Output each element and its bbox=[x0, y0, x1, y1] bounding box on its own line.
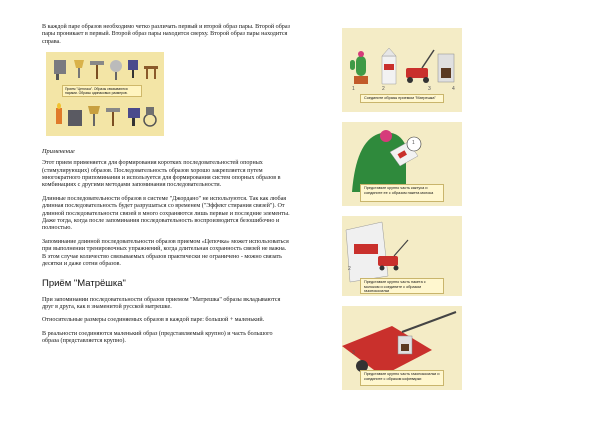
panel1-number-4: 4 bbox=[452, 86, 455, 92]
chain-caption: Прием "Цепочка". Образы связываются парами. Образы одинаковых размеров. bbox=[62, 85, 142, 97]
milk-carton-icon bbox=[382, 48, 396, 84]
wheel-chair-icon bbox=[144, 107, 156, 126]
lamp-icon bbox=[74, 60, 84, 78]
stove-icon bbox=[68, 110, 82, 126]
panel1-number-3: 3 bbox=[428, 86, 431, 92]
chain-illustration bbox=[46, 52, 164, 136]
coffee-maker-icon bbox=[438, 54, 454, 82]
application-heading: Применение bbox=[42, 148, 75, 156]
panel1-number-2: 2 bbox=[382, 86, 385, 92]
lamp2-icon bbox=[88, 106, 100, 126]
lawnmower-icon bbox=[406, 50, 434, 83]
paragraph-1: В каждой паре образов необходимо четко различать первый и второй образ пары. Второй образ пары проникает в первый. Второй образ пары находится сверху. Второй образ пары находится справа. bbox=[42, 24, 290, 45]
table-icon bbox=[144, 66, 158, 79]
left-column bbox=[42, 24, 290, 352]
panel1-number-1: 1 bbox=[352, 86, 355, 92]
hammer-icon bbox=[90, 61, 104, 79]
panel1-caption: Соедините образы приемом "Матрешка" bbox=[360, 94, 444, 103]
candle-icon bbox=[56, 103, 62, 124]
paragraph-4: Запоминание длинной последовательности образов приемом «Цепочка» может использоваться при выполнении тренировочных упражнений, когда длительная сохранность связей не важна. В этом случае количество связываемых образов практически не ограничено - можно связать десятки и даже сотни образов. bbox=[42, 238, 289, 268]
panel4-caption: Представьте крупно часть газонокосилки и соедините с образом кофеварки bbox=[360, 370, 444, 386]
chair2-icon bbox=[128, 108, 140, 126]
milk-carton-large-icon bbox=[346, 222, 388, 282]
hammer2-icon bbox=[106, 108, 120, 126]
paragraph-2: Этот прием применяется для формирования коротких последовательностей опорных (стимулирующих) образов. Последовательность образов хорошо закрепляется путем многократного припоминания и используется для формирования систем опорных образов в комбинациях с другими методами запоминания последовательности. bbox=[42, 160, 281, 189]
section-title: Приём "Матрёшка" bbox=[42, 277, 126, 289]
panel2-caption: Представьте крупно часть кактуса и соедините ее с образом пакета молока bbox=[360, 184, 444, 202]
paragraph-6: Относительные размеры соединяемых образов в каждой паре: большой + маленький. bbox=[42, 317, 265, 324]
panel3-number: 2 bbox=[348, 266, 351, 272]
paragraph-5: При запоминании последовательности образов приемом "Матрешка" образы вкладываются друг в друга, как в знаменитой русской матрешке. bbox=[42, 296, 281, 310]
panel4-number: 3 bbox=[352, 350, 355, 356]
panel-objects bbox=[342, 28, 462, 112]
panel3-caption: Представьте крупно часть пакета с молоком и соедините с образом газонокосилки bbox=[360, 278, 444, 294]
panel-milk-mower bbox=[342, 216, 462, 296]
fan-icon bbox=[110, 60, 122, 80]
panel-mower-coffee bbox=[342, 306, 462, 390]
paragraph-7: В реальности соединяются маленький образ (представляемый крупно) и часть большого образа (представляется крупно). bbox=[42, 330, 273, 345]
panel-cactus-milk bbox=[342, 122, 462, 206]
paragraph-3: Длинные последовательности образов в системе "Джордано" не используются. Так как любая длинная последовательность будет разрушаться со временем ("Эффект стирания связей"). От длинной последовательности связей в много сохраняются лишь первые и последние элементы. Даже тогда, когда после запоминания последовательность воспроизводится безошибочно и полностью. bbox=[42, 195, 290, 232]
panel2-number: 1 bbox=[412, 140, 415, 146]
coffee-maker-small-icon bbox=[398, 336, 412, 354]
cactus-icon bbox=[350, 51, 368, 84]
chair-icon bbox=[54, 60, 66, 80]
office-chair-icon bbox=[128, 60, 138, 78]
